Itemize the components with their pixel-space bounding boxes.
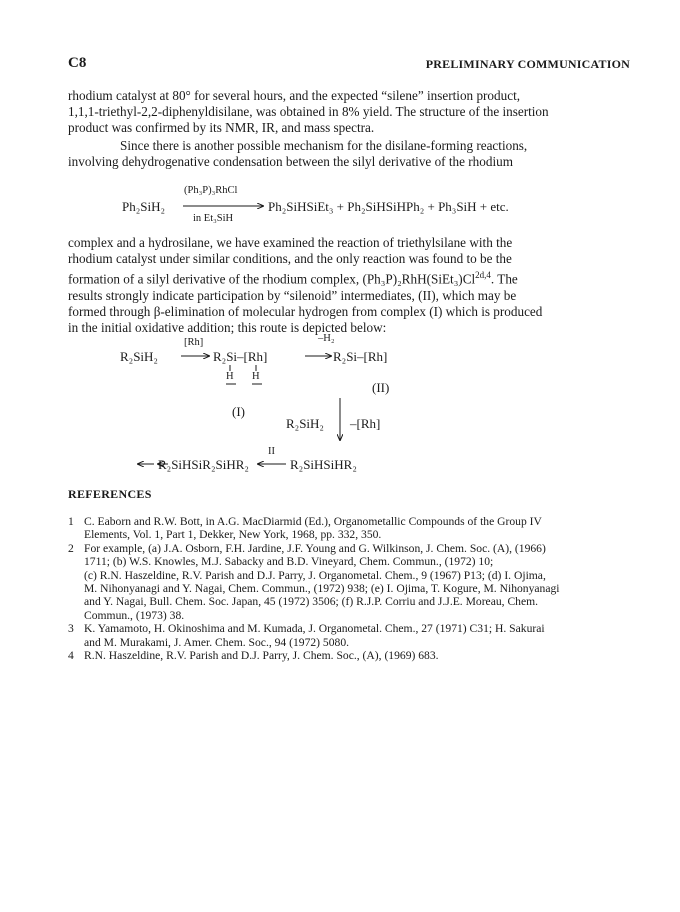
reference-line: Commun., (1973) 38. xyxy=(84,608,185,622)
reference-2 xyxy=(68,542,638,622)
text-line: in the initial oxidative addition; this route is depicted below: xyxy=(68,320,387,336)
reference-3 xyxy=(68,622,638,649)
scheme-start: R₂SiH₂ xyxy=(120,349,158,364)
citation-superscript: 2d,4 xyxy=(475,270,491,281)
text-line: formed through β-elimination of molecular hydrogen from complex (I) which is produced xyxy=(68,304,543,320)
text-line: Since there is another possible mechanism for the disilane-forming reactions, xyxy=(120,138,528,153)
scheme-add-reagent: R₂SiH₂ xyxy=(286,416,324,431)
reference-line: (c) R.N. Haszeldine, R.V. Parish and D.J. Parry, J. Organometal. Chem., 9 (1967) P13; (d) I. Ojima, xyxy=(84,568,546,582)
text-line: rhodium catalyst at 80° for several hours, and the expected “silene” insertion product, xyxy=(68,88,521,103)
scheme-label-ii: (II) xyxy=(372,380,390,395)
reference-line: 1711; (b) W.S. Knowles, M.J. Sabacky and B.D. Vineyard, Chem. Commun., (1972) 10; xyxy=(84,555,494,569)
text-line: product was confirmed by its NMR, IR, and mass spectra. xyxy=(68,120,375,136)
equation-solvent: in Et₃SiH xyxy=(193,213,234,224)
text-line: involving dehydrogenative condensation between the silyl derivative of the rhodium xyxy=(68,154,513,170)
reference-number: 1 xyxy=(68,515,74,528)
text-line: complex and a hydrosilane, we have examined the reaction of triethylsilane with the xyxy=(68,235,513,250)
running-head: PRELIMINARY COMMUNICATION xyxy=(425,57,630,71)
text-line: results strongly indicate participation by “silenoid” intermediates, (II), which may be xyxy=(68,288,517,303)
reference-line: and M. Murakami, J. Amer. Chem. Soc., 94 (1972) 5080. xyxy=(84,635,350,649)
reference-number: 4 xyxy=(68,649,74,663)
equation-products: Ph₂SiHSiEt₃ + Ph₂SiHSiHPh₂ + Ph₃SiH + etc. xyxy=(268,199,509,214)
references-heading: REFERENCES xyxy=(68,487,152,501)
reference-4 xyxy=(68,649,638,662)
scheme-h-left: H xyxy=(226,371,234,382)
reference-number: 3 xyxy=(68,622,74,636)
equation-catalyst: (Ph₃P)₃RhCl xyxy=(184,185,238,196)
text-span: . The xyxy=(490,271,518,287)
scheme-intermediate-ii: R₂Si–[Rh] xyxy=(333,349,388,364)
scheme-ii-mark: II xyxy=(268,446,275,457)
equation-reactant: Ph₂SiH₂ xyxy=(122,199,166,214)
scheme-product-left: R₂SiHSiR₂SiHR₂ xyxy=(158,457,249,472)
text-line: 1,1,1-triethyl-2,2-diphenyldisilane, was obtained in 8% yield. The structure of the insertion xyxy=(68,104,549,120)
reference-line: Elements, Vol. 1, Part 1, Dekker, New York, 1968, pp. 332, 350. xyxy=(84,528,382,542)
reference-line: K. Yamamoto, H. Okinoshima and M. Kumada, J. Organometal. Chem., 27 (1971) C31; H. Sakurai xyxy=(84,622,545,636)
scheme-rh-label: [Rh] xyxy=(184,337,204,348)
scheme-product-right: R₂SiHSiHR₂ xyxy=(290,457,357,472)
reference-line: For example, (a) J.A. Osborn, F.H. Jardine, J.F. Young and G. Wilkinson, J. Chem. Soc. (A), (1966) xyxy=(84,541,546,555)
text-line: rhodium catalyst under similar conditions, and the only reaction was found to be the xyxy=(68,251,512,267)
reference-line: R.N. Haszeldine, R.V. Parish and D.J. Parry, J. Chem. Soc., (A), (1969) 683. xyxy=(84,649,439,663)
reference-line: M. Nihonyanagi and Y. Nagai, Chem. Commun., (1972) 938; (e) I. Ojima, T. Kogure, M. Nihonyanagi xyxy=(84,582,560,596)
scheme-label-i: (I) xyxy=(232,404,245,419)
reference-1 xyxy=(68,515,638,542)
scheme-intermediate-i: R₂Si–[Rh] xyxy=(213,349,268,364)
scheme-minus-rh: –[Rh] xyxy=(350,416,381,431)
text-span: formation of a silyl derivative of the rhodium complex, (Ph₃P)₂RhH(SiEt₃)Cl xyxy=(68,271,476,287)
references-list xyxy=(68,515,638,662)
scheme-minus-h2: –H₂ xyxy=(318,333,335,344)
scheme-h-right: H xyxy=(252,371,260,382)
reference-line: C. Eaborn and R.W. Bott, in A.G. MacDiarmid (Ed.), Organometallic Compounds of the Group IV xyxy=(84,515,542,528)
page-number: C8 xyxy=(68,55,87,71)
reference-number: 2 xyxy=(68,541,74,555)
reference-line: and Y. Nagai, Bull. Chem. Soc. Japan, 45 (1972) 3506; (f) R.J.P. Corriu and J.J.E. Moreau, Chem. xyxy=(84,595,539,609)
